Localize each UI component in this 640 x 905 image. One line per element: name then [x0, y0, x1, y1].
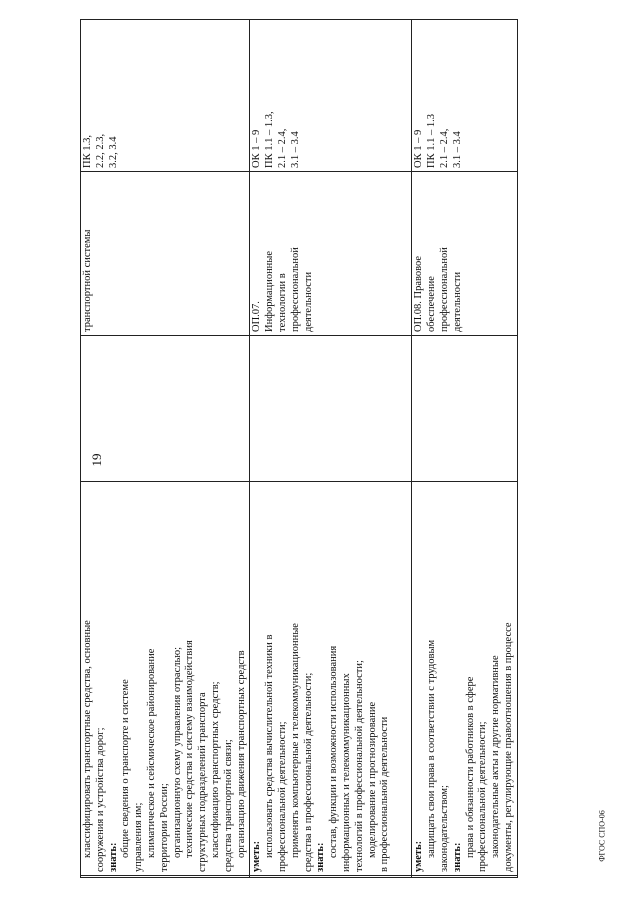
competencies-cell: ОК 1 – 9 ПК 1.1 – 1.3, 2.1 – 2.4, 3.1 – 3.4	[250, 20, 412, 172]
curriculum-table	[80, 19, 518, 878]
knowledge-cell: уметь: использовать средства вычислительной техники в профессиональной деятельности; применять компьютерные и телекоммуникационные средства в профессиональной деятельности; знать: состав, функции и возможности использования информационных и телекоммуникационных технологий в профессиональной деятельности; моделирование и прогнозирование в профессиональной деятельности	[250, 482, 412, 876]
knowledge-cell: уметь: защищать свои права в соответствии с трудовым законодательством; знать: права и обязанности работников в сфере профессиональной деятельности; законодательные акты и другие нормативные документы, регулирующие правоотношения в процессе	[412, 482, 518, 876]
curriculum-table-rotated	[80, 20, 514, 878]
hours-cell	[81, 336, 250, 482]
discipline-cell: ОП.07. Информационные технологии в профессиональной деятельности	[250, 172, 412, 336]
hours-cell	[250, 336, 412, 482]
index-cell	[250, 876, 412, 878]
page-number: 19	[89, 453, 104, 467]
document-footer: ФГОС СПО-06	[597, 810, 607, 862]
index-cell	[81, 876, 250, 878]
table-row	[81, 20, 250, 878]
hours-cell	[412, 336, 518, 482]
table-row	[250, 20, 412, 878]
index-cell	[412, 876, 518, 878]
table-row	[412, 20, 518, 878]
knowledge-cell: классифицировать транспортные средства, основные сооружения и устройства дорог; знать: общие сведения о транспорте и системе управления им; климатическое и сейсмическое районирование территории России; организационную схему управления отраслью; технические средства и систему взаимодействия структурных подразделений транспорта классификацию транспортных средств; средства транспортной связи; организацию движения транспортных средств	[81, 482, 250, 876]
competencies-cell: ПК 1.3, 2.2, 2.3, 3.2, 3.4	[81, 20, 250, 172]
discipline-cell: ОП.08. Правовое обеспечение профессиональной деятельности	[412, 172, 518, 336]
discipline-cell: транспортной системы	[81, 172, 250, 336]
competencies-cell: ОК 1 – 9 ПК 1.1 – 1.3 2.1 – 2.4, 3.1 – 3.4	[412, 20, 518, 172]
